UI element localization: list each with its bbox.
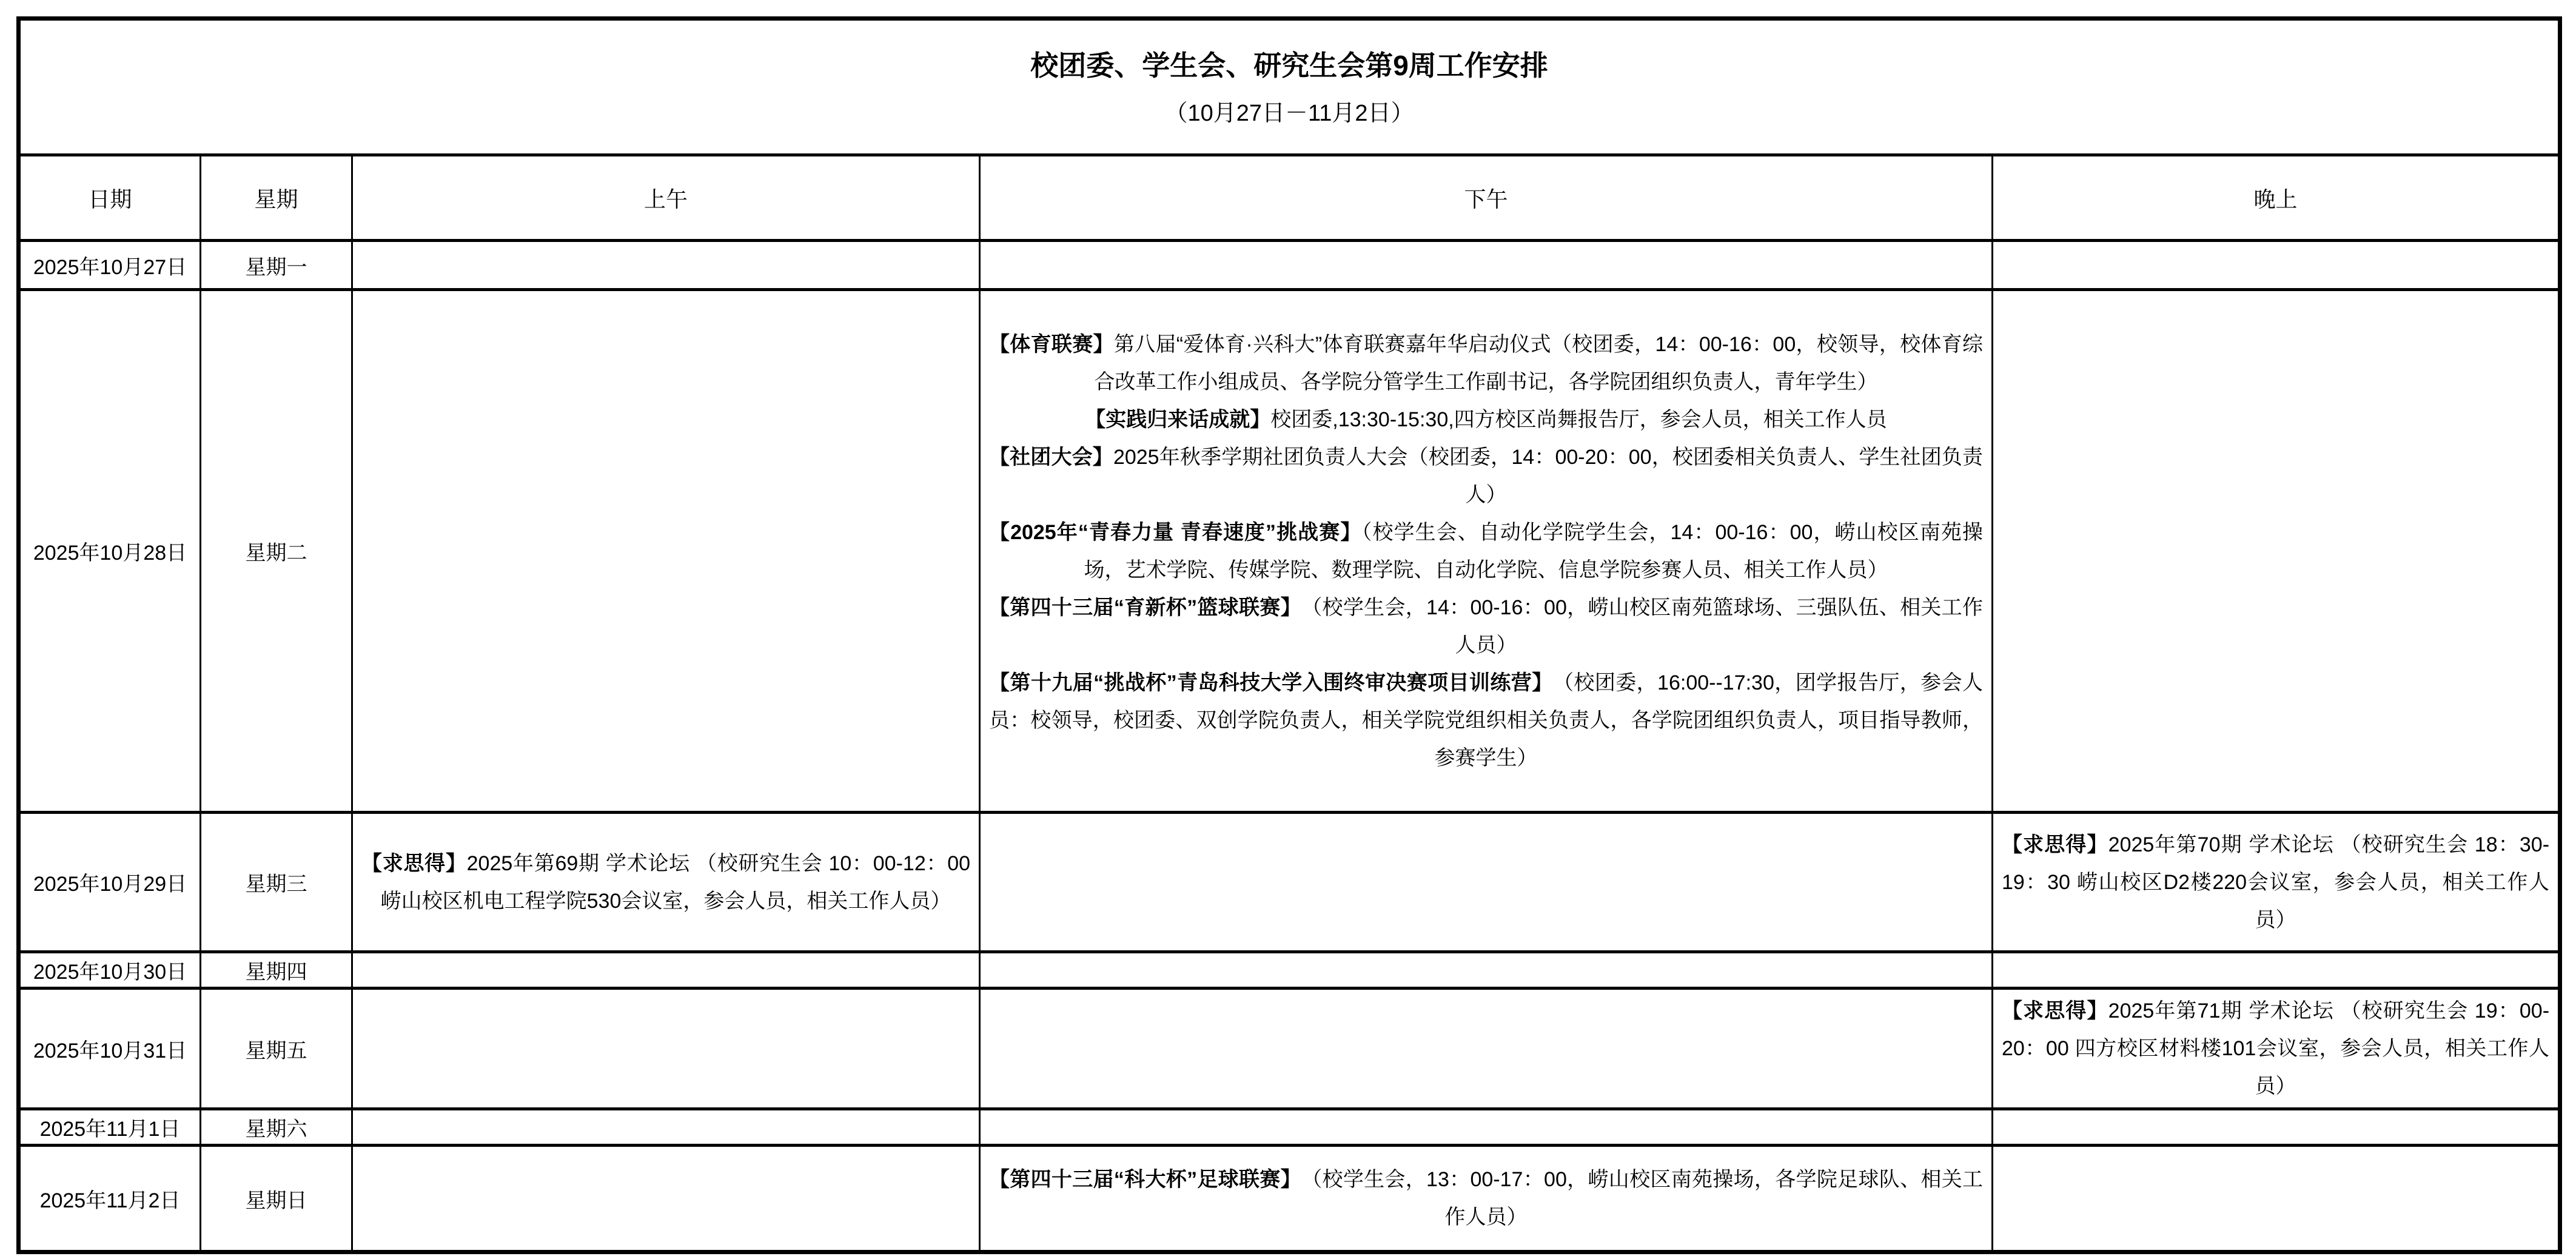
event	[989, 514, 1983, 589]
event	[989, 401, 1983, 438]
event	[2002, 992, 2549, 1105]
date-cell: 2025年10月31日	[19, 989, 201, 1109]
event	[989, 438, 1983, 514]
header-afternoon: 下午	[980, 155, 1993, 241]
event	[989, 664, 1983, 777]
title-cell	[19, 19, 2560, 155]
header-row	[19, 155, 2560, 241]
date-cell: 2025年10月30日	[19, 952, 201, 989]
weekday-cell: 星期一	[201, 241, 352, 290]
evening-cell	[1993, 290, 2560, 813]
weekday-cell: 星期四	[201, 952, 352, 989]
morning-cell	[352, 241, 980, 290]
weekday-cell: 星期日	[201, 1146, 352, 1252]
weekday-cell: 星期五	[201, 989, 352, 1109]
header-morning: 上午	[352, 155, 980, 241]
event-tag: 【第四十三届“科大杯”足球联赛】	[989, 1168, 1291, 1191]
event-text: 2025年第69期 学术论坛 （校研究生会 10：00-12：00 崂山校区机电工程学院530会议室，参会人员，相关工作人员）	[380, 851, 971, 913]
morning-cell	[352, 290, 980, 813]
date-cell: 2025年10月28日	[19, 290, 201, 813]
weekday-cell: 星期六	[201, 1109, 352, 1146]
event-text: 第八届“爱体育·兴科大”体育联赛嘉年华启动仪式（校团委，14：00-16：00，校领导，校体育综合改革工作小组成员、各学院分管学生工作副书记，各学院团组织负责人，青年学生）	[1094, 332, 1983, 394]
header-weekday: 星期	[201, 155, 352, 241]
afternoon-cell	[980, 813, 1993, 952]
afternoon-cell	[980, 290, 1993, 813]
morning-cell	[352, 952, 980, 989]
event-text: 校团委,13:30-15:30,四方校区尚舞报告厅，参会人员，相关工作人员	[1270, 408, 1887, 431]
table-row-thu	[19, 952, 2560, 989]
schedule-table	[16, 16, 2562, 1254]
table-row-tue	[19, 290, 2560, 813]
event	[2002, 826, 2549, 939]
weekday-cell: 星期三	[201, 813, 352, 952]
event-tag: 【2025年“青春力量 青春速度”挑战赛】	[989, 520, 1362, 544]
afternoon-cell	[980, 241, 1993, 290]
evening-cell	[1993, 1146, 2560, 1252]
event-tag: 【求思得】	[2002, 833, 2108, 856]
header-date: 日期	[19, 155, 201, 241]
afternoon-cell	[980, 989, 1993, 1109]
event-text: （校学生会，13：00-17：00，崂山校区南苑操场，各学院足球队、相关工作人员）	[1290, 1168, 1984, 1229]
date-cell: 2025年10月27日	[19, 241, 201, 290]
table-row-fri	[19, 989, 2560, 1109]
event	[361, 845, 970, 920]
afternoon-cell	[980, 1146, 1993, 1252]
evening-cell	[1993, 989, 2560, 1109]
table-row-mon	[19, 241, 2560, 290]
morning-cell	[352, 989, 980, 1109]
event-tag: 【求思得】	[2002, 999, 2108, 1022]
event-text: 2025年第71期 学术论坛 （校研究生会 19：00-20：00 四方校区材料楼101会议室，参会人员，相关工作人员）	[2002, 999, 2550, 1098]
event-text: （校学生会、自动化学院学生会，14：00-16：00，崂山校区南苑操场，艺术学院、传媒学院、数理学院、自动化学院、信息学院参赛人员、相关工作人员）	[1084, 520, 1983, 582]
morning-cell	[352, 1109, 980, 1146]
afternoon-cell	[980, 1109, 1993, 1146]
morning-cell	[352, 813, 980, 952]
event	[989, 326, 1983, 401]
date-cell: 2025年11月1日	[19, 1109, 201, 1146]
header-evening: 晚上	[1993, 155, 2560, 241]
title-row	[19, 19, 2560, 155]
event-tag: 【体育联赛】	[989, 332, 1114, 356]
date-cell: 2025年10月29日	[19, 813, 201, 952]
event	[989, 1161, 1983, 1236]
event	[989, 589, 1983, 664]
event-text: （校团委，16:00--17:30，团学报告厅，参会人员：校领导，校团委、双创学院负责人，相关学院党组织相关负责人，各学院团组织负责人，项目指导教师，参赛学生）	[989, 671, 1984, 770]
table-row-wed	[19, 813, 2560, 952]
event-tag: 【第十九届“挑战杯”青岛科技大学入围终审决赛项目训练营】	[989, 671, 1543, 694]
page-title: 校团委、学生会、研究生会第9周工作安排	[1030, 49, 1548, 81]
morning-cell	[352, 1146, 980, 1252]
weekday-cell: 星期二	[201, 290, 352, 813]
event-tag: 【第四十三届“育新杯”篮球联赛】	[989, 596, 1291, 619]
event-text: 2025年第70期 学术论坛 （校研究生会 18：30-19：30 崂山校区D2楼220会议室，参会人员，相关工作人员）	[2002, 833, 2550, 932]
evening-cell	[1993, 1109, 2560, 1146]
table-row-sun	[19, 1146, 2560, 1252]
date-cell: 2025年11月2日	[19, 1146, 201, 1252]
event-tag: 【实践归来话成就】	[1085, 408, 1271, 431]
page-subtitle: （10月27日－11月2日）	[1164, 100, 1414, 126]
event-text: 2025年秋季学期社团负责人大会（校团委，14：00-20：00，校团委相关负责人、学生社团负责人）	[1113, 445, 1984, 506]
event-tag: 【社团大会】	[989, 445, 1113, 469]
event-tag: 【求思得】	[361, 851, 467, 875]
afternoon-cell	[980, 952, 1993, 989]
table-row-sat	[19, 1109, 2560, 1146]
event-text: （校学生会，14：00-16：00，崂山校区南苑篮球场、三强队伍、相关工作人员）	[1290, 596, 1984, 657]
evening-cell	[1993, 241, 2560, 290]
evening-cell	[1993, 952, 2560, 989]
evening-cell	[1993, 813, 2560, 952]
